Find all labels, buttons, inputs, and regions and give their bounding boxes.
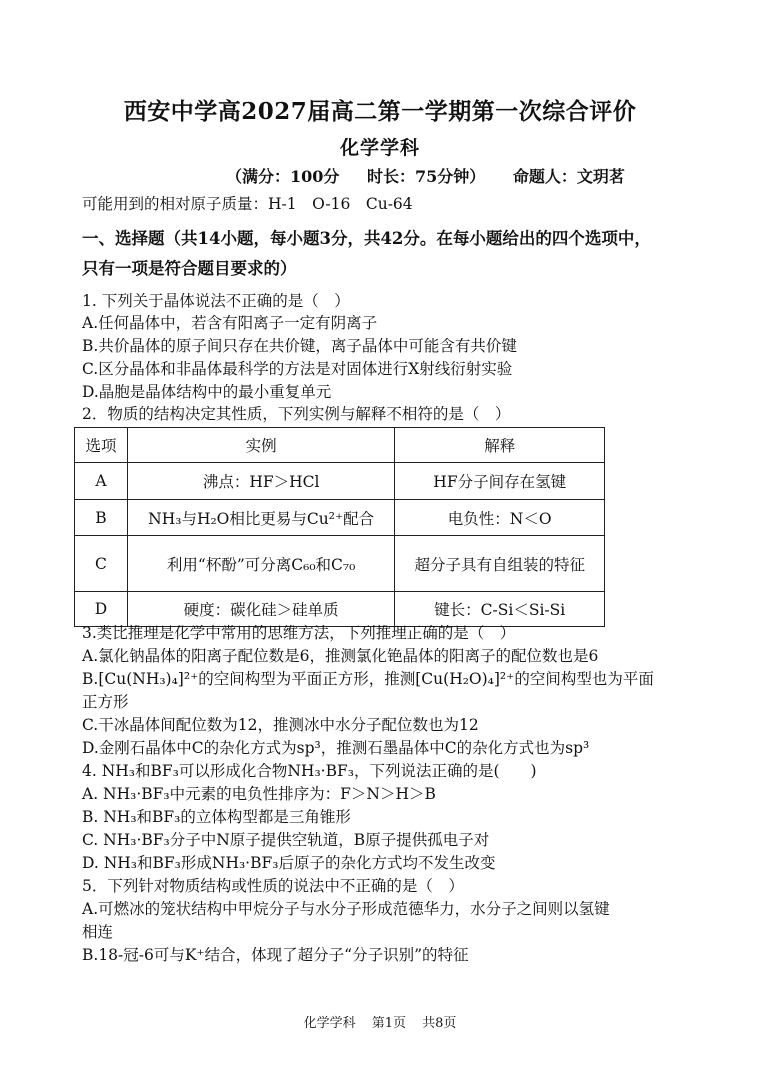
q1-option-a: A.任何晶体中，若含有阳离子一定有阴离子 [82, 314, 378, 332]
q2-stem: 2．物质的结构决定其性质，下列实例与解释不相符的是（ ） [82, 405, 511, 423]
q3-option-a: A.氯化钠晶体的阳离子配位数是6，推测氯化铯晶体的阳离子的配位数也是6 [82, 647, 599, 665]
footer-page-number: 第1页 [371, 1016, 406, 1031]
row-explanation: HF分子间存在氢键 [395, 463, 605, 500]
q3-option-b-cont: 正方形 [82, 693, 129, 711]
row-option: B [75, 500, 128, 536]
row-example: 沸点：HF＞HCl [127, 463, 394, 500]
row-example: NH₃与H₂O相比更易与Cu²⁺配合 [127, 500, 394, 536]
exam-subject: 化学学科 [339, 137, 420, 159]
q3-option-c: C.干冰晶体间配位数为12，推测冰中水分子配位数也为12 [82, 716, 479, 734]
row-option: D [75, 592, 128, 627]
q2-table [74, 427, 605, 627]
exam-meta [226, 164, 647, 187]
row-explanation: 超分子具有自组装的特征 [395, 536, 605, 592]
exam-duration: 时长：75分钟） [366, 167, 486, 186]
q4-option-a: A. NH₃·BF₃中元素的电负性排序为：F＞N＞H＞B [82, 785, 436, 803]
q5-stem: 5．下列针对物质结构或性质的说法中不正确的是（ ） [82, 877, 464, 895]
table-header-row [75, 428, 605, 463]
q3-option-d: D.金刚石晶体中C的杂化方式为sp³，推测石墨晶体中C的杂化方式也为sp³ [82, 739, 590, 757]
atomic-masses: 可能用到的相对原子质量：H-1 O-16 Cu-64 [82, 195, 413, 213]
row-explanation: 键长：C-Si＜Si-Si [395, 592, 605, 627]
q4-stem: 4. NH₃和BF₃可以形成化合物NH₃·BF₃，下列说法正确的是( ) [82, 762, 537, 780]
q3-stem: 3.类比推理是化学中常用的思维方法，下列推理正确的是（ ） [82, 624, 516, 642]
full-score: （满分：100分 [226, 167, 340, 186]
header-option: 选项 [75, 428, 128, 463]
table-row [75, 463, 605, 500]
row-explanation: 电负性：N＜O [395, 500, 605, 536]
q1-stem: 1. 下列关于晶体说法不正确的是（ ） [82, 292, 350, 310]
footer-total-pages: 共8页 [422, 1016, 457, 1031]
q5-option-a-cont: 相连 [82, 923, 114, 941]
header-explanation: 解释 [395, 428, 605, 463]
q3-option-b: B.[Cu(NH₃)₄]²⁺的空间构型为平面正方形，推测[Cu(H₂O)₄]²⁺的空间构型也为平面 [82, 670, 654, 688]
page-footer [0, 1012, 760, 1031]
row-example: 硬度：碳化硅＞硅单质 [127, 592, 394, 627]
q5-option-b: B.18-冠-6可与K⁺结合，体现了超分子“分子识别”的特征 [82, 946, 469, 964]
section1-heading: 一、选择题（共14小题，每小题3分，共42分。在每小题给出的四个选项中， [82, 229, 651, 248]
q1-option-c: C.区分晶体和非晶体最科学的方法是对固体进行X射线衍射实验 [82, 360, 513, 378]
q5-option-a: A.可燃冰的笼状结构中甲烷分子与水分子形成范德华力，水分子之间则以氢键 [82, 900, 610, 918]
footer-subject: 化学学科 [303, 1016, 356, 1031]
table-row [75, 536, 605, 592]
row-option: C [75, 536, 128, 592]
section1-heading-cont: 只有一项是符合题目要求的） [82, 259, 297, 278]
table-row [75, 500, 605, 536]
row-example: 利用“杯酚”可分离C₆₀和C₇₀ [127, 536, 394, 592]
q4-option-b: B. NH₃和BF₃的立体构型都是三角锥形 [82, 808, 351, 826]
q4-option-d: D. NH₃和BF₃形成NH₃·BF₃后原子的杂化方式均不发生改变 [82, 854, 496, 872]
exam-title: 西安中学高2027届高二第一学期第一次综合评价 [123, 98, 637, 125]
q4-option-c: C. NH₃·BF₃分子中N原子提供空轨道，B原子提供孤电子对 [82, 831, 490, 849]
row-option: A [75, 463, 128, 500]
q1-option-d: D.晶胞是晶体结构中的最小重复单元 [82, 383, 332, 401]
exam-author: 命题人：文玥茗 [512, 167, 625, 186]
header-example: 实例 [127, 428, 394, 463]
q1-option-b: B.共价晶体的原子间只存在共价键，离子晶体中可能含有共价键 [82, 337, 517, 355]
